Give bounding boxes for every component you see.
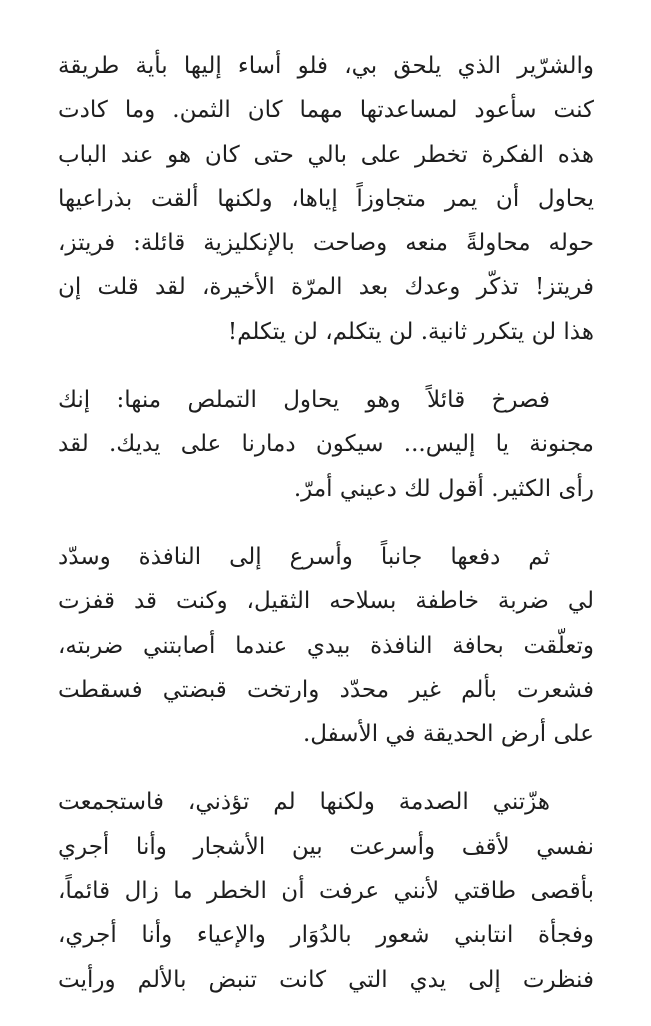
- text-line: رأى الكثير. أقول لك دعيني أمرّ.: [293, 475, 594, 502]
- text-line: فريتز! تذكّر وعدك بعد المرّة الأخيرة، لقد قلت إن: [58, 274, 594, 301]
- text-line: بأقصى طاقتي لأنني عرفت أن الخطر ما زال قائماً،: [58, 878, 594, 905]
- text-line: نفسي لأقف وأسرعت بين الأشجار وأنا أجري: [58, 833, 594, 860]
- text-line: هزّتني الصدمة ولكنها لم تؤذني، فاستجمعت: [58, 789, 550, 816]
- text-line: فنظرت إلى يدي التي كانت تنبض بالألم ورأيت: [58, 966, 594, 993]
- paragraph-2: [58, 378, 594, 511]
- text-line: هذا لن يتكرر ثانية. لن يتكلم، لن يتكلم!: [227, 318, 594, 345]
- paragraph-3: [58, 535, 594, 756]
- text-line: مجنونة يا إليس... سيكون دمارنا على يديك. لقد: [58, 431, 594, 458]
- text-line: فصرخ قائلاً وهو يحاول التملص منها: إنك: [58, 387, 550, 414]
- text-line: حوله محاولةً منعه وصاحت بالإنكليزية قائلة: فريتز،: [58, 230, 594, 257]
- paragraph-4: [58, 780, 594, 1001]
- text-line: يحاول أن يمر متجاوزاً إياها، ولكنها ألقت بذراعيها: [58, 185, 594, 212]
- text-line: كنت سأعود لمساعدتها مهما كان الثمن. وما كادت: [58, 97, 594, 124]
- text-line: هذه الفكرة تخطر على بالي حتى كان هو عند الباب: [58, 141, 594, 168]
- text-line: لي ضربة خاطفة بسلاحه الثقيل، وكنت قد قفزت: [58, 588, 594, 615]
- text-line: ثم دفعها جانباً وأسرع إلى النافذة وسدّد: [58, 543, 550, 570]
- text-line: على أرض الحديقة في الأسفل.: [302, 721, 594, 748]
- paragraph-1: [58, 44, 594, 354]
- text-line: والشرّير الذي يلحق بي، فلو أساء إليها بأية طريقة: [58, 53, 594, 79]
- text-line: وفجأة انتابني شعور بالدُوَار والإعياء وأنا أجري،: [58, 922, 594, 949]
- text-line: فشعرت بألم غير محدّد وارتخت قبضتي فسقطت: [58, 676, 594, 703]
- text-line: وتعلّقت بحافة النافذة بيدي عندما أصابتني ضربته،: [58, 632, 594, 659]
- book-page: [58, 44, 594, 1026]
